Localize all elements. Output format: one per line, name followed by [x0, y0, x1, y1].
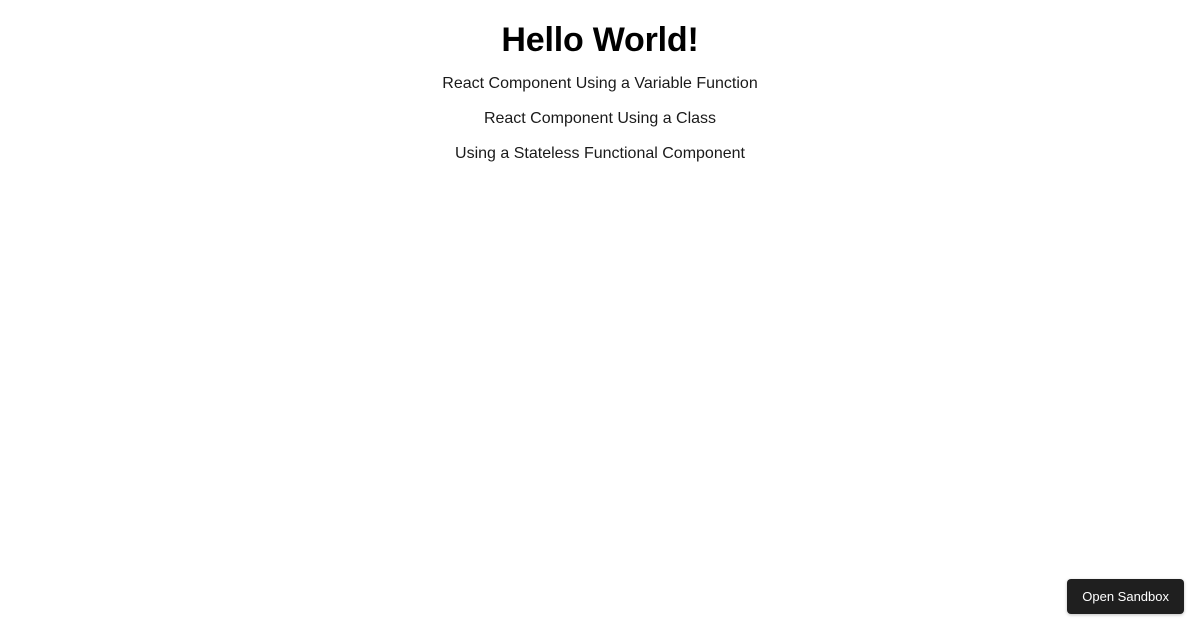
page-title: Hello World! — [501, 21, 699, 59]
app-root — [0, 0, 1200, 171]
component-line-class: React Component Using a Class — [483, 110, 717, 127]
component-line-stateless-functional: Using a Stateless Functional Component — [455, 145, 745, 162]
component-line-variable-function: React Component Using a Variable Function — [442, 75, 758, 92]
open-sandbox-button[interactable]: Open Sandbox — [1067, 579, 1184, 614]
